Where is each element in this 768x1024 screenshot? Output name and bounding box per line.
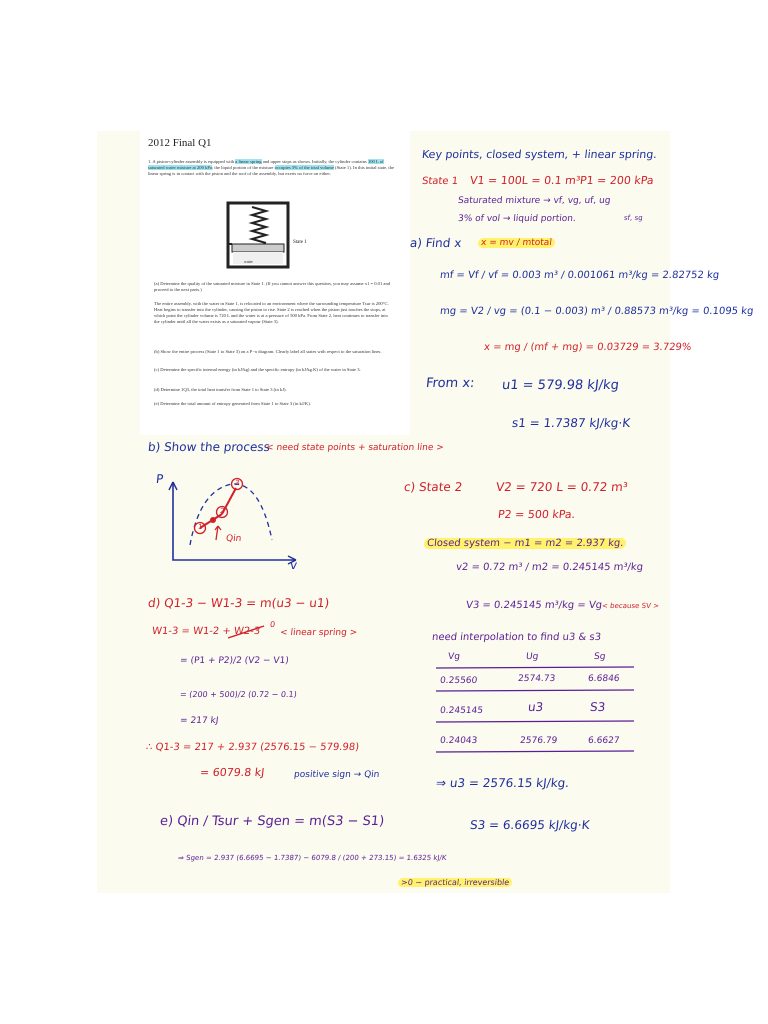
middle-text: The entire assembly, with the water in State 1, is relocated to an environment where the surrounding temperature Tsur is 200°C. Heat begins to transfer into the cylinder, causing the piston to rise. State 2 is reached when the piston just touches the stops, at which point the cylinder volume is 720 L and the water is at a pressure of 500 kPa. From State 2, heat continues to transfer into the cylinder until all the water exists as a saturated vapour (State 3). [154, 301, 389, 324]
table-row-1-sg: 6.6846 [587, 674, 621, 684]
part-d-text: (d) Determine 1Q3, the total heat transfer from State 1 to State 3 (in kJ). [154, 387, 287, 392]
axis-p-label: P [155, 472, 164, 486]
part-b-text: (b) Show the entire process (State 1 to State 3) on a P−υ diagram. Clearly label all states with respect to the saturation lines. [154, 349, 382, 354]
part-e-equation: e) Qin / Tsur + Sgen = m(S3 − S1) [159, 814, 385, 829]
w-formula-1: = (P1 + P2)/2 (V2 − V1) [179, 656, 290, 666]
u1-value: u1 = 579.98 kJ/kg [501, 378, 620, 393]
part-c-text: (c) Determine the specific internal energy (in kJ/kg) and the specific entropy (in kJ/kg.K) of the water in State 3. [154, 367, 361, 372]
figure-water-label: water [244, 259, 253, 264]
from-x: From x: [425, 376, 476, 391]
irreversible-note: >0 ~ practical, irreversible [398, 878, 513, 887]
v2-specific: v2 = 0.72 m³ / m2 = 0.245145 m³/kg [455, 562, 644, 573]
because-sv: < because SV > [601, 602, 660, 610]
saturated-mixture: Saturated mixture → vf, vg, uf, ug [457, 196, 611, 206]
u3-result: ⇒ u3 = 2576.15 kJ/kg. [435, 776, 570, 790]
positive-sign: positive sign → Qin [293, 770, 380, 780]
table-header-vg: Vg [447, 652, 461, 662]
table-row-3-vg: 0.24043 [439, 736, 478, 746]
w-value: = 217 kJ [179, 716, 219, 726]
part-d-equation: d) Q1-3 − W1-3 = m(u3 − u1) [147, 596, 330, 610]
state-2-marker: 2 [219, 507, 225, 515]
key-points: Key points, closed system, + linear spring. [421, 148, 658, 161]
w13-equation: W1-3 = W1-2 + W2-3 [151, 626, 261, 637]
state-1-marker: 1 [197, 523, 203, 531]
x-equation: x = mg / (mf + mg) = 0.03729 = 3.729% [483, 342, 692, 353]
table-header-ug: Ug [525, 652, 539, 662]
closed-system: Closed system − m1 = m2 = 2.937 kg. [423, 538, 627, 549]
table-row-3-ug: 2576.79 [519, 736, 558, 746]
problem-title: 2012 Final Q1 [148, 137, 212, 149]
q-value: = 6079.8 kJ [199, 766, 266, 779]
part-b-title: b) Show the process [147, 440, 271, 454]
axis-v-label: v [289, 558, 298, 572]
table-row-1-vg: 0.25560 [439, 676, 478, 686]
figure-state-label: State 1 [293, 240, 307, 245]
p2-value: P2 = 500 kPa. [497, 508, 576, 521]
linear-spring-note: < linear spring > [279, 628, 358, 638]
saturated-mixture-2: sf, sg [623, 214, 644, 222]
part-a-text: (a) Determine the quality of the saturated mixture in State 1. (If you cannot answer this question, you may assume x1 = 0.01 and proceed to the next parts.) [154, 281, 391, 292]
state1-volume: V1 = 100L = 0.1 m³ [469, 174, 581, 187]
sgen-calculation: ⇒ Sgen = 2.937 (6.6695 − 1.7387) − 6079.8 / (200 + 273.15) = 1.6325 kJ/K [177, 854, 447, 862]
q-in-label: Qin [225, 534, 242, 544]
problem-intro: 1. A piston-cylinder assembly is equipped with a linear spring and upper stops as shown. Initially, the cylinder contains 100 L of saturated water mixture at 200 kPa; the liquid portion of the mixture occupies 3% of the total volume (State 1). In this initial state, the linear spring is in contact with the piston and the roof of the assembly, but exerts no force on either. [148, 159, 394, 176]
q-calculation: ∴ Q1-3 = 217 + 2.937 (2576.15 − 579.98) [145, 742, 360, 753]
w23-zero: 0 [269, 620, 276, 629]
table-row-2-vg: 0.245145 [439, 706, 484, 716]
table-row-3-sg: 6.6627 [587, 736, 621, 746]
state1-label: State 1 [421, 176, 459, 187]
volume-liquid: 3% of vol → liquid portion. [457, 214, 577, 224]
state1-pressure: P1 = 200 kPa [579, 174, 655, 187]
v3-value: V3 = 0.245145 m³/kg = Vg [465, 600, 603, 611]
part-c-state2: c) State 2 [403, 480, 464, 494]
v2-value: V2 = 720 L = 0.72 m³ [495, 480, 629, 494]
s3-result: S3 = 6.6695 kJ/kg·K [469, 818, 591, 832]
part-e-text: (e) Determine the total amount of entropy generated from State 1 to State 3 (in kJ/K). [154, 401, 311, 406]
w-formula-2: = (200 + 500)/2 (0.72 − 0.1) [179, 690, 298, 699]
need-interpolation: need interpolation to find u3 & s3 [431, 632, 602, 643]
x-definition: x = mv / mtotal [477, 238, 555, 248]
table-header-sg: Sg [593, 652, 606, 662]
mg-equation: mg = V2 / vg = (0.1 − 0.003) m³ / 0.88573 m³/kg = 0.1095 kg [439, 306, 754, 317]
table-row-1-ug: 2574.73 [517, 674, 556, 684]
s1-value: s1 = 1.7387 kJ/kg·K [511, 416, 631, 430]
state-3-marker: 3 [234, 479, 240, 487]
table-row-2-sg: S3 [589, 700, 607, 714]
table-row-2-ug: u3 [527, 700, 544, 714]
part-a-find: a) Find x [409, 236, 463, 250]
mf-equation: mf = Vf / vf = 0.003 m³ / 0.001061 m³/kg = 2.82752 kg [439, 270, 720, 281]
part-b-need: < need state points + saturation line > [265, 443, 445, 453]
